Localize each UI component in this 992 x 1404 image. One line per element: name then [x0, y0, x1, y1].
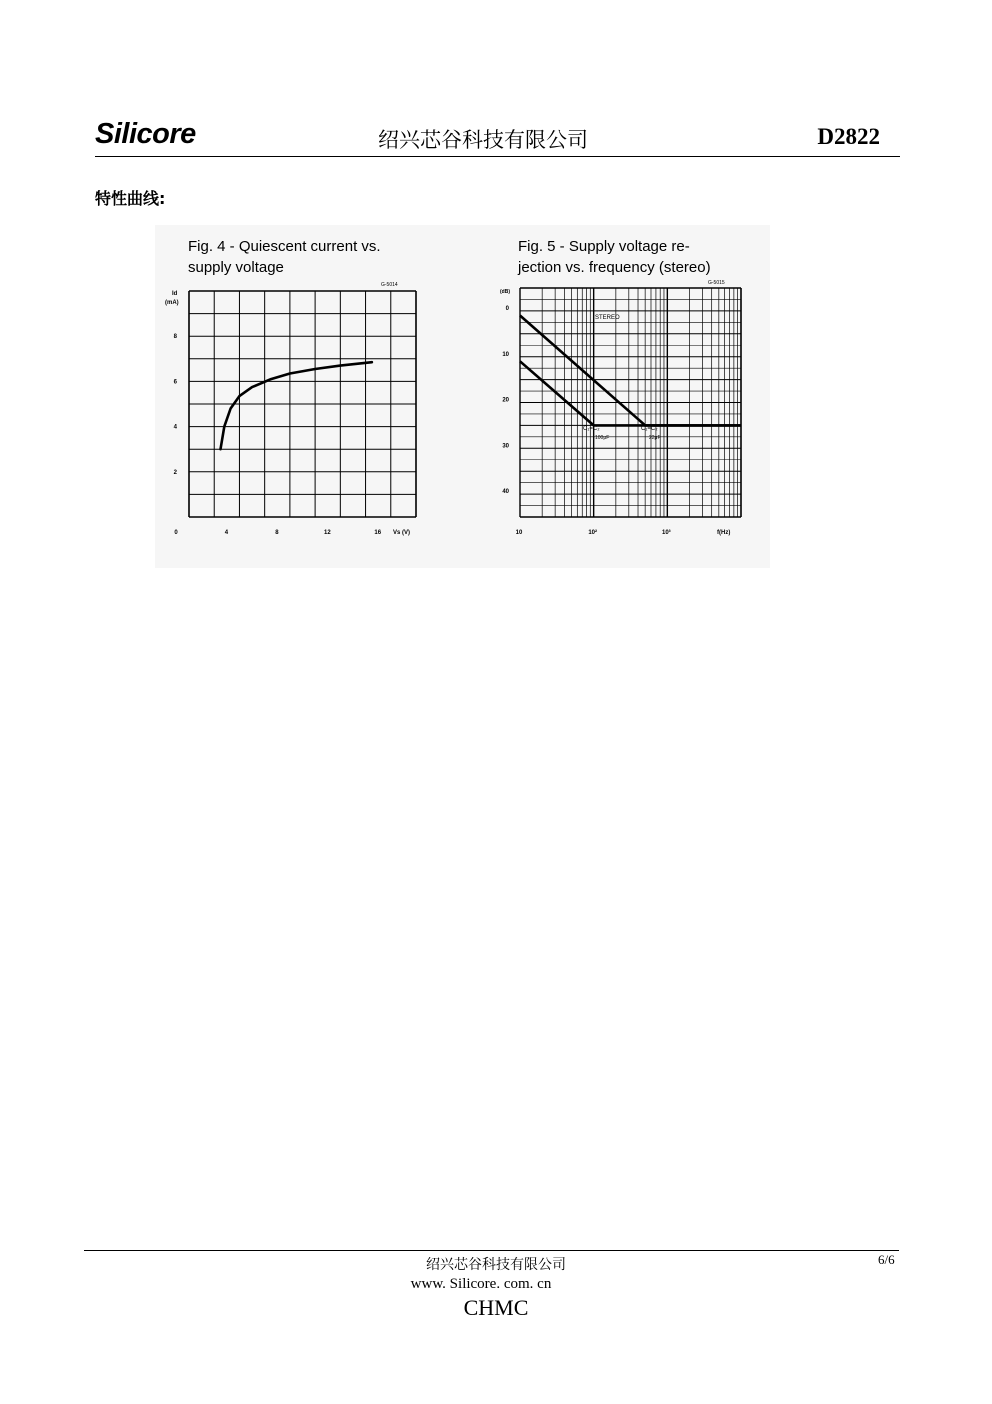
- fig5-series2-label-line2: 22μF: [649, 435, 661, 441]
- fig5-series-line-2: [520, 316, 741, 426]
- fig4-y-tick-label: 8: [173, 334, 177, 341]
- fig5-series1-label-line2: 100μF: [595, 435, 610, 441]
- fig4-x-tick-label: 4: [224, 530, 229, 536]
- fig4-x-tick-label: 0: [174, 530, 178, 536]
- footer-url: www. Silicore. com. cn: [410, 1276, 552, 1292]
- fig4-series-line: [221, 362, 372, 449]
- fig5-y-tick-label: 20: [502, 397, 509, 404]
- fig5-grid: [520, 288, 741, 517]
- footer-abbreviation: CHMC: [463, 1295, 529, 1320]
- fig5-y-tick-label: 10: [502, 351, 509, 358]
- fig5-series: [520, 316, 741, 426]
- fig4-y-tick-label: 6: [173, 379, 177, 386]
- page-number: 6/6: [878, 1252, 895, 1267]
- fig5-y-tick-label: 30: [502, 443, 509, 450]
- brand-logo: Silicore: [95, 118, 196, 150]
- fig4-x-tick-label: 16: [374, 530, 382, 536]
- fig4-xlabel: Vs (V): [393, 530, 411, 536]
- fig4-series: [221, 362, 372, 449]
- fig4-title-line2: supply voltage: [188, 259, 284, 276]
- fig5-title-line2: jection vs. frequency (stereo): [518, 259, 711, 276]
- figure-4: [165, 238, 416, 536]
- fig5-title-line1: Fig. 5 - Supply voltage re-: [518, 238, 690, 255]
- fig4-ylabel-line1: Id: [172, 291, 178, 297]
- fig5-x-tick-label: 10²: [588, 530, 598, 536]
- fig4-x-tick-label: 12: [323, 530, 331, 536]
- fig5-y-tick-label: 0: [505, 306, 509, 312]
- fig5-y-ticks: [502, 306, 509, 495]
- fig4-title-line1: Fig. 4 - Quiescent current vs.: [188, 238, 381, 255]
- fig5-x-tick-label: 10: [515, 530, 523, 536]
- fig4-y-tick-label: 2: [173, 469, 177, 476]
- fig4-x-tick-label: 8: [275, 530, 279, 536]
- part-number: D2822: [817, 124, 880, 149]
- fig4-x-ticks: [174, 530, 381, 536]
- fig5-annotation-stereo: STEREO: [595, 315, 620, 321]
- fig5-xlabel: f(Hz): [717, 530, 731, 536]
- fig4-grid: [189, 291, 416, 517]
- fig4-y-ticks: [174, 334, 178, 476]
- footer-divider: [84, 1250, 899, 1251]
- fig5-ylabel: (dB): [500, 289, 510, 295]
- fig5-y-tick-label: 40: [502, 489, 509, 496]
- fig5-x-tick-label: 10³: [661, 530, 671, 536]
- fig5-series-line-1: [520, 361, 741, 425]
- fig4-y-tick-label: 4: [173, 424, 177, 431]
- fig5-code: G-5015: [708, 280, 725, 286]
- company-name: 绍兴芯谷科技有限公司: [378, 128, 588, 152]
- fig5-series1-label-line1: C₁=C₂: [583, 426, 600, 432]
- fig5-series2-label-line1: C₁=C₂: [641, 426, 658, 432]
- figure-5: [500, 238, 741, 536]
- characteristic-curves-figure: [155, 225, 770, 568]
- fig5-x-ticks: [516, 529, 671, 536]
- page-header: [95, 116, 900, 157]
- fig4-code: G-5014: [381, 282, 398, 288]
- fig4-ylabel-line2: (mA): [165, 300, 179, 306]
- section-title: 特性曲线:: [95, 189, 166, 208]
- footer-company: 绍兴芯谷科技有限公司: [426, 1257, 566, 1273]
- charts-svg: [155, 225, 770, 568]
